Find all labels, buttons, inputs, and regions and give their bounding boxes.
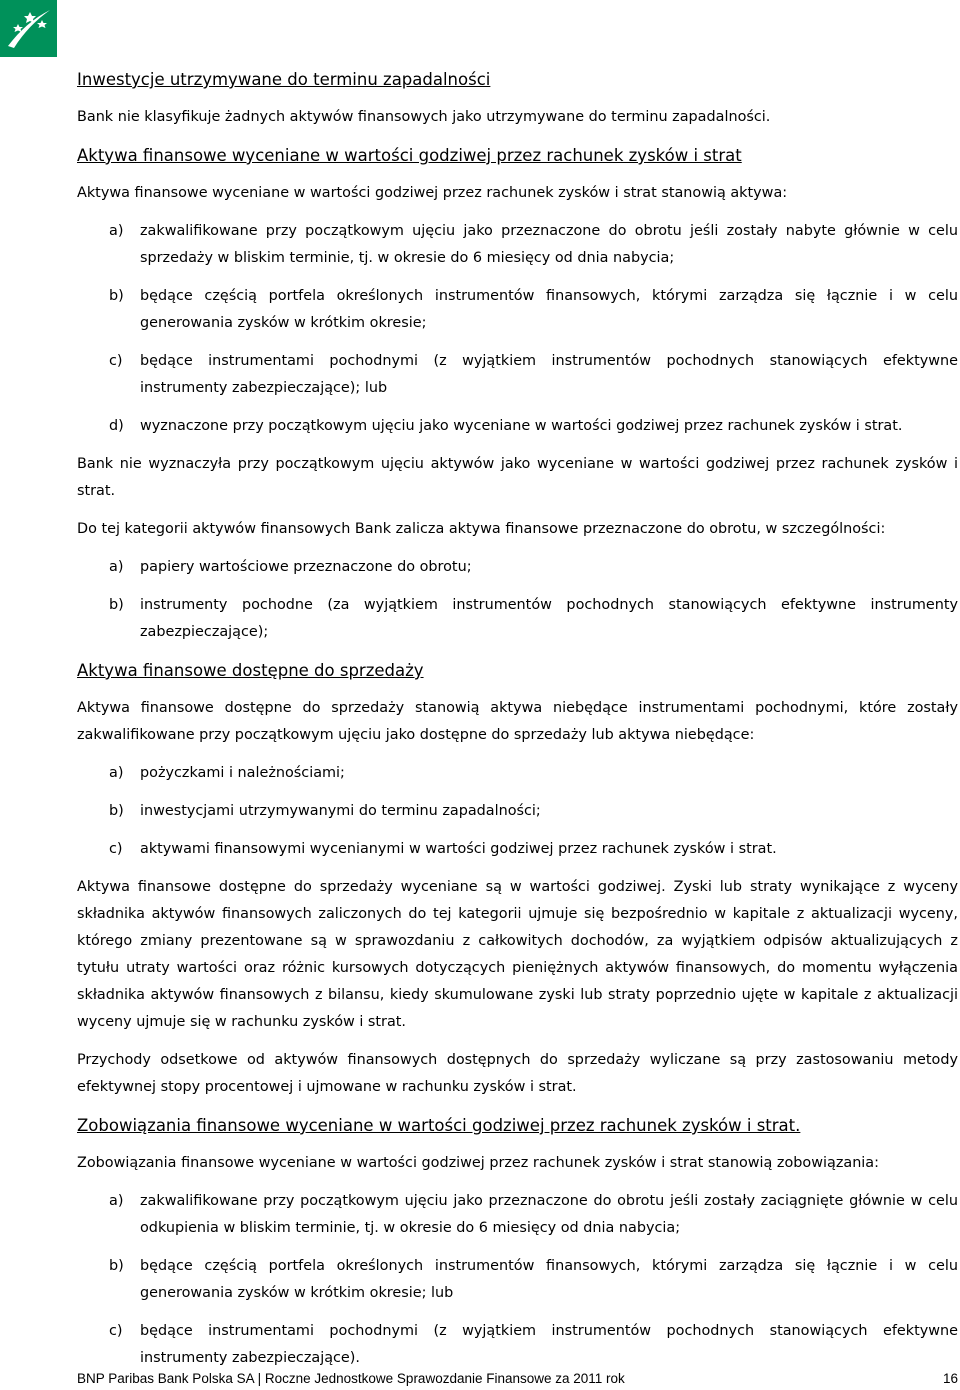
footer-text: BNP Paribas Bank Polska SA | Roczne Jednostkowe Sprawozdanie Finansowe za 2011 rok [77,1371,625,1386]
heading-fair-value-liabilities: Zobowiązania finansowe wyceniane w wartości godziwej przez rachunek zysków i strat. [77,1116,801,1135]
company-logo [0,0,57,57]
paragraph: Przychody odsetkowe od aktywów finansowych dostępnych do sprzedaży wyliczane są przy zastosowaniu metody efektywnej stopy procentowej i ujmowane w rachunku zysków i strat. [77,1052,958,1095]
paragraph: Bank nie wyznaczyła przy początkowym ujęciu aktywów jako wyceniane w wartości godziwej przez rachunek zysków i strat. [77,456,958,499]
page-footer [77,1370,958,1388]
list-item: c) będące instrumentami pochodnymi (z wyjątkiem instrumentów pochodnych stanowiących efektywne instrumenty zabezpieczające). [109,1323,958,1366]
paragraph: Aktywa finansowe wyceniane w wartości godziwej przez rachunek zysków i strat stanowią aktywa: [77,185,788,201]
list-item: a) zakwalifikowane przy początkowym ujęciu jako przeznaczone do obrotu jeśli zostały nabyte głównie w celu sprzedaży w bliskim terminie, tj. w okresie do 6 miesięcy od dnia nabycia; [109,223,958,266]
paragraph: Aktywa finansowe dostępne do sprzedaży wyceniane są w wartości godziwej. Zyski lub straty wynikające z wyceny składnika aktywów finansowych zaliczonych do tej kategorii ujmuje się bezpośrednio w kapitale z aktualizacji wyceny, którego zmiany prezentowane są w sprawozdaniu z całkowitych dochodów, za wyjątkiem odpisów aktualizujących z tytułu utraty wartości oraz różnic kursowych dotyczących pieniężnych aktywów finansowych, do momentu wyłączenia składnika aktywów finansowych z bilansu, kiedy skumulowane zyski lub straty poprzednio ujęte w kapitale z aktualizacji wyceny ujmuje się w rachunku zysków i strat. [77,879,958,1030]
paragraph: Bank nie klasyfikuje żadnych aktywów finansowych jako utrzymywane do terminu zapadalności. [77,109,771,125]
list-item: b) instrumenty pochodne (za wyjątkiem instrumentów pochodnych stanowiących efektywne instrumenty zabezpieczające); [109,597,958,640]
stars-logo-icon [0,0,57,57]
heading-held-to-maturity: Inwestycje utrzymywane do terminu zapadalności [77,70,491,89]
list-item: a) papiery wartościowe przeznaczone do obrotu; [109,559,472,575]
list-item: a) zakwalifikowane przy początkowym ujęciu jako przeznaczone do obrotu jeśli zostały zaciągnięte głównie w celu odkupienia w bliskim terminie, tj. w okresie do 6 miesięcy od dnia nabycia; [109,1193,958,1236]
heading-available-for-sale: Aktywa finansowe dostępne do sprzedaży [77,661,424,680]
list-item: c) będące instrumentami pochodnymi (z wyjątkiem instrumentów pochodnych stanowiących efektywne instrumenty zabezpieczające); lub [109,353,958,396]
paragraph: Zobowiązania finansowe wyceniane w wartości godziwej przez rachunek zysków i strat stanowią zobowiązania: [77,1155,879,1171]
document-body [77,66,958,1372]
list-item: b) inwestycjami utrzymywanymi do terminu zapadalności; [109,803,541,819]
paragraph: Do tej kategorii aktywów finansowych Bank zalicza aktywa finansowe przeznaczone do obrotu, w szczególności: [77,521,886,537]
heading-fair-value-assets: Aktywa finansowe wyceniane w wartości godziwej przez rachunek zysków i strat [77,146,742,165]
page-number: 16 [942,1371,958,1386]
list-item: d) wyznaczone przy początkowym ujęciu jako wyceniane w wartości godziwej przez rachunek zysków i strat. [109,418,903,434]
list-item: b) będące częścią portfela określonych instrumentów finansowych, którymi zarządza się łącznie i w celu generowania zysków w krótkim okresie; lub [109,1258,958,1301]
list-item: b) będące częścią portfela określonych instrumentów finansowych, którymi zarządza się łącznie i w celu generowania zysków w krótkim okresie; [109,288,958,331]
paragraph: Aktywa finansowe dostępne do sprzedaży stanowią aktywa niebędące instrumentami pochodnymi, które zostały zakwalifikowane przy początkowym ujęciu jako dostępne do sprzedaży lub aktywa niebędące: [77,700,958,743]
list-item: c) aktywami finansowymi wycenianymi w wartości godziwej przez rachunek zysków i strat. [109,841,777,857]
list-item: a) pożyczkami i należnościami; [109,765,345,781]
